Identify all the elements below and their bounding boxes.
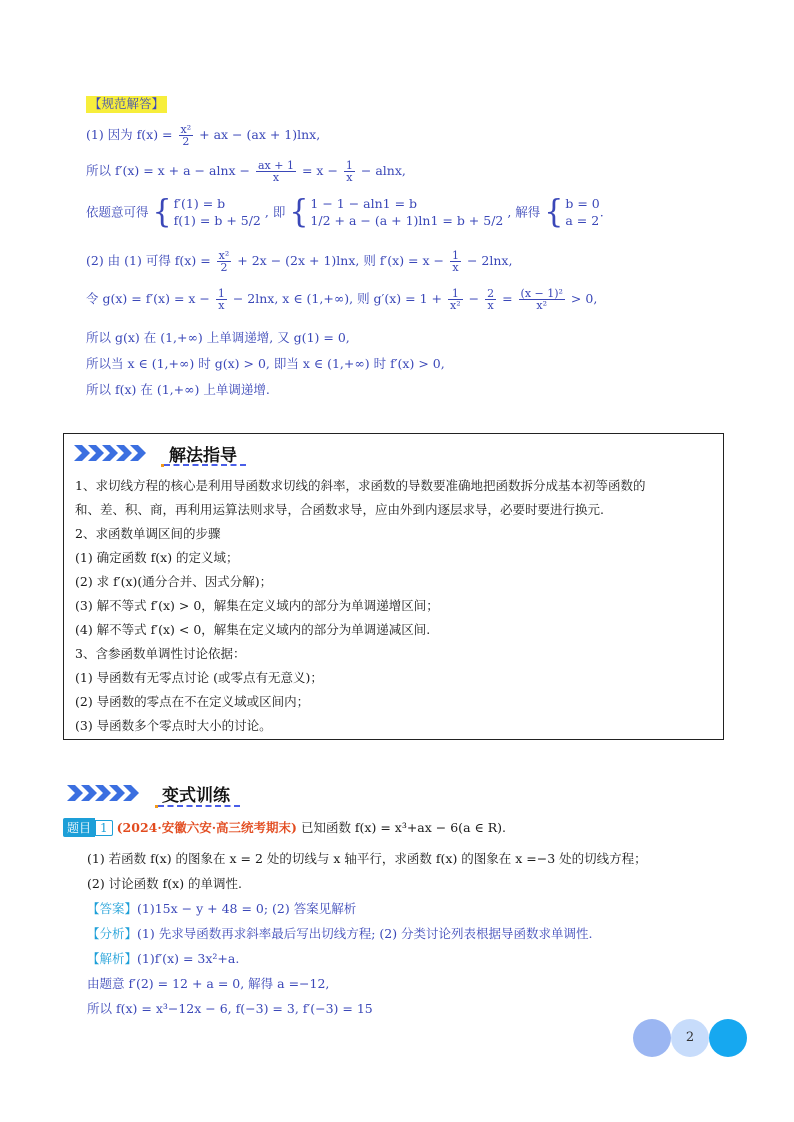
title-underline	[158, 805, 240, 807]
solution-line-6: 所以 g(x) 在 (1,+∞) 上单调递增, 又 g(1) = 0,	[86, 330, 350, 345]
guide-line: (1) 确定函数 f(x) 的定义域；	[75, 550, 239, 565]
solution-badge: 【规范解答】	[86, 96, 167, 113]
solution-step-2: 由题意 f′(2) = 12 + a = 0, 解得 a =−12,	[87, 976, 330, 991]
solution-step-3: 所以 f(x) = x³−12x − 6, f(−3) = 3, f′(−3) = 15	[87, 1001, 373, 1016]
page-number-badge	[633, 1018, 748, 1058]
problem-number: 1	[95, 820, 113, 836]
variant-training-title: 变式训练	[162, 786, 230, 806]
guide-line: 3、含参函数单调性讨论依据：	[75, 646, 246, 661]
method-guide-box	[63, 433, 724, 740]
page-number: 2	[671, 1019, 709, 1057]
guide-line: 2、求函数单调区间的步骤	[75, 526, 221, 541]
problem-1	[63, 818, 743, 1016]
solution-step-1: 【解析】(1)f′(x) = 3x²+a.	[87, 951, 240, 966]
solution-line-4: (2) 由 (1) 可得 f(x) = $\frac{\text{x²}}{2}$ + 2x − (2x + 1)lnx, 则 f′(x) = x − $\frac{1}{x}$ − 2lnx,	[86, 249, 513, 274]
solution-line-1: (1) 因为 f(x) = $\frac{\text{x²}}{2}$ + ax − (ax + 1)lnx,	[86, 123, 321, 148]
problem-tag: 题目	[63, 818, 95, 837]
chevron-arrows-icon	[67, 783, 157, 803]
guide-line: (3) 解不等式 f′(x) > 0，解集在定义域内的部分为单调递增区间；	[75, 598, 439, 613]
decor-circle	[633, 1019, 671, 1057]
solution-line-7: 所以当 x ∈ (1,+∞) 时 g(x) > 0, 即当 x ∈ (1,+∞) 时 f′(x) > 0,	[86, 356, 445, 371]
question-1: (1) 若函数 f(x) 的图象在 x = 2 处的切线与 x 轴平行，求函数 f(x) 的图象在 x =−3 处的切线方程；	[87, 851, 647, 866]
title-underline	[164, 464, 246, 466]
problem-source: (2024·安徽六安·高三统考期末)	[116, 820, 297, 835]
question-2: (2) 讨论函数 f(x) 的单调性.	[87, 876, 243, 891]
analysis-line: 【分析】(1) 先求导函数再求斜率最后写出切线方程; (2) 分类讨论列表根据导函数求单调性.	[87, 926, 593, 941]
chevron-arrows-icon	[74, 443, 164, 463]
guide-line: 和、差、积、商，再利用运算法则求导，合函数求导，应由外到内逐层求导，必要时要进行换元.	[75, 502, 604, 517]
method-guide-title: 解法指导	[169, 446, 237, 466]
solution-line-3: 依题意可得 { f′(1) = b f(1) = b + 5/2 , 即 { 1 − 1 − aln1 = b 1/2 + a − (a + 1)ln1 = b + 5/2 , 解得 { b = 0 a = 2.	[86, 193, 604, 231]
guide-line: 1、求切线方程的核心是利用导函数求切线的斜率，求函数的导数要准确地把函数拆分成基本初等函数的	[75, 478, 646, 493]
guide-line: (3) 导函数多个零点时大小的讨论。	[75, 718, 272, 733]
guide-line: (1) 导函数有无零点讨论 (或零点有无意义)；	[75, 670, 323, 685]
guide-line: (2) 导函数的零点在不在定义域或区间内；	[75, 694, 310, 709]
solution-line-5: 令 g(x) = f′(x) = x − $\frac{1}{x}$ − 2lnx, x ∈ (1,+∞), 则 g′(x) = 1 + $\frac{1}{\text{x²}}$ − $\frac{2}{x}$ = $\frac{\text{(x − 1)²}}{\text{x²}}$ > 0,	[86, 287, 598, 312]
solution-line-2: 所以 f′(x) = x + a − alnx − $\frac{ax + 1}{x}$ = x − $\frac{1}{x}$ − alnx,	[86, 159, 406, 184]
decor-circle	[709, 1019, 747, 1057]
guide-line: (2) 求 f′(x)(通分合并、因式分解)；	[75, 574, 273, 589]
guide-line: (4) 解不等式 f′(x) < 0，解集在定义域内的部分为单调递减区间.	[75, 622, 431, 637]
solution-line-8: 所以 f(x) 在 (1,+∞) 上单调递增.	[86, 382, 270, 397]
answer-line: 【答案】(1)15x − y + 48 = 0; (2) 答案见解析	[87, 901, 357, 916]
problem-stem: 已知函数 f(x) = x³+ax − 6(a ∈ R).	[300, 820, 506, 835]
method-guide-content	[75, 474, 715, 738]
